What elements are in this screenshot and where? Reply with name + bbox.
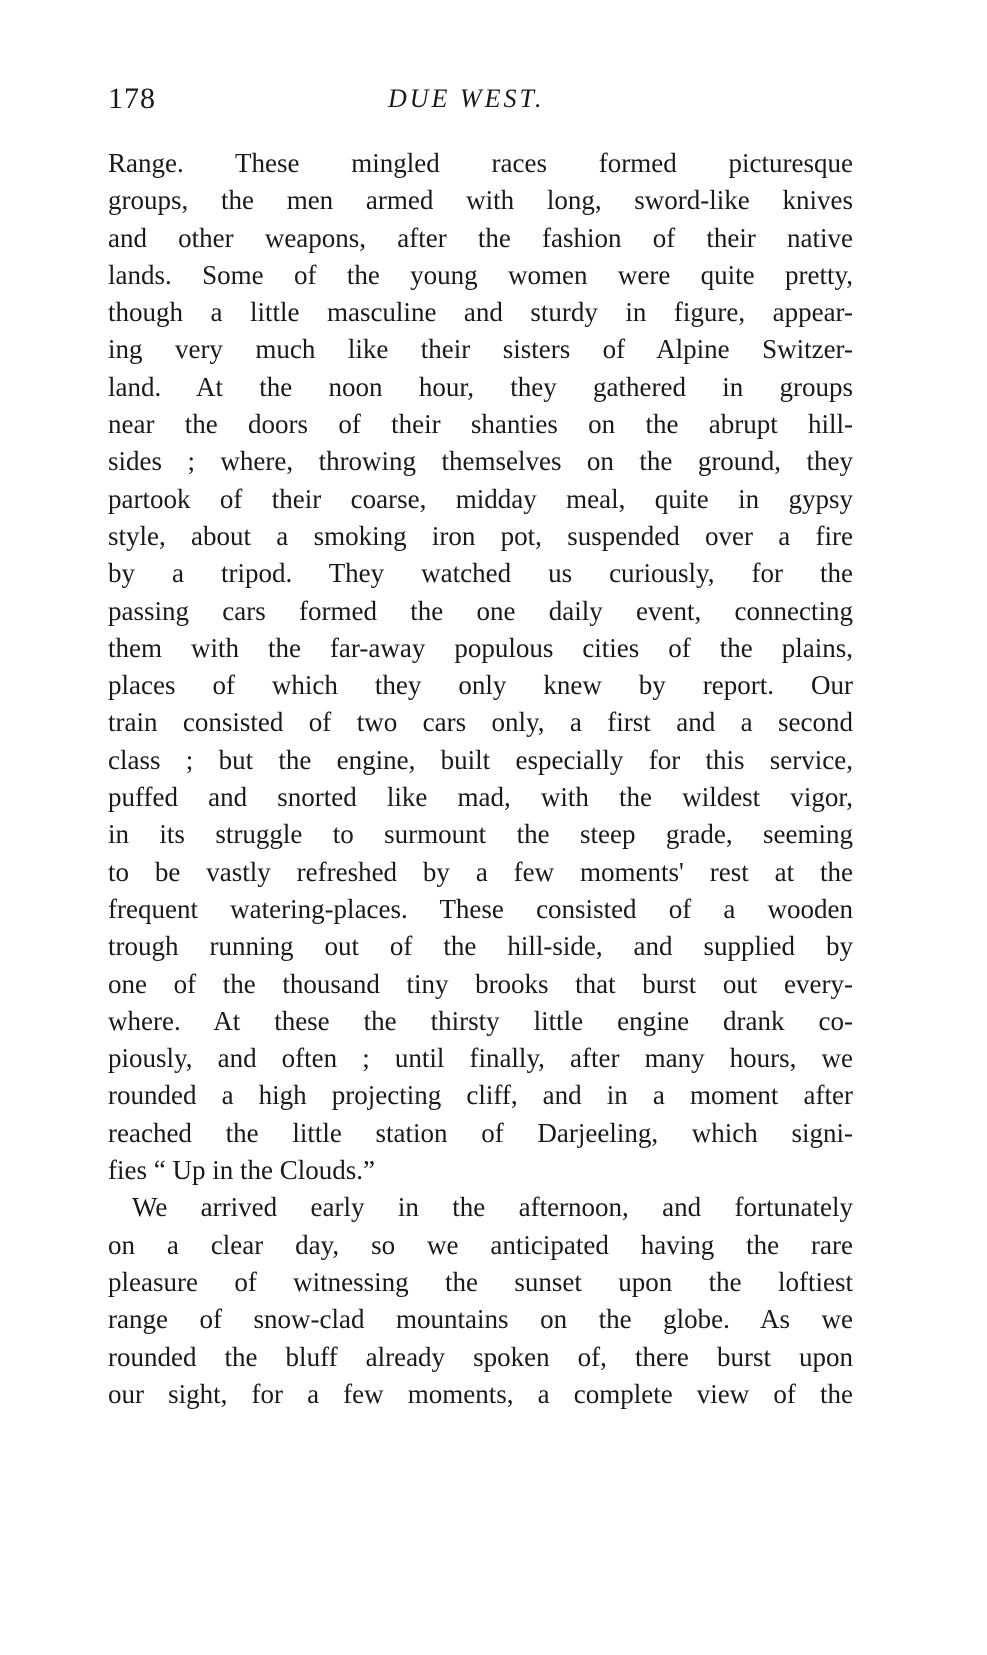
text-line: to be vastly refreshed by a few moments' rest at the: [108, 856, 853, 887]
text-line: lands. Some of the young women were quite pretty,: [108, 259, 853, 290]
text-line: groups, the men armed with long, sword-like knives: [108, 185, 853, 216]
text-line: class ; but the engine, built especially for this service,: [108, 744, 853, 775]
text-line: passing cars formed the one daily event, connecting: [108, 595, 853, 626]
text-line: them with the far-away populous cities of the plains,: [108, 632, 853, 663]
text-line: rounded the bluff already spoken of, there burst upon: [108, 1341, 853, 1372]
text-line: and other weapons, after the fashion of their native: [108, 222, 853, 253]
text-line: ing very much like their sisters of Alpine Switzer-: [108, 334, 853, 365]
text-line: piously, and often ; until finally, after many hours, we: [108, 1043, 853, 1074]
text-line: our sight, for a few moments, a complete view of the: [108, 1378, 853, 1409]
text-line: one of the thousand tiny brooks that burst out every-: [108, 968, 853, 999]
text-line: style, about a smoking iron pot, suspended over a fire: [108, 520, 853, 551]
text-line: partook of their coarse, midday meal, quite in gypsy: [108, 483, 853, 514]
page-number: 178: [108, 82, 156, 115]
text-line: places of which they only knew by report. Our: [108, 670, 853, 701]
text-line: land. At the noon hour, they gathered in groups: [108, 371, 853, 402]
body-text: [108, 145, 853, 1413]
page-header: [108, 82, 853, 122]
text-line: pleasure of witnessing the sunset upon the loftiest: [108, 1266, 853, 1297]
text-line: on a clear day, so we anticipated having the rare: [108, 1229, 853, 1260]
text-line: near the doors of their shanties on the abrupt hill-: [108, 409, 853, 440]
text-line: frequent watering-places. These consisted of a wooden: [108, 893, 853, 924]
text-line: rounded a high projecting cliff, and in a moment after: [108, 1080, 853, 1111]
text-line: trough running out of the hill-side, and supplied by: [108, 931, 853, 962]
text-line: puffed and snorted like mad, with the wildest vigor,: [108, 782, 853, 813]
paragraph-start-line: We arrived early in the afternoon, and fortunately: [132, 1192, 853, 1223]
text-line: though a little masculine and sturdy in figure, appear-: [108, 297, 853, 328]
text-line: by a tripod. They watched us curiously, for the: [108, 558, 853, 589]
text-line: where. At these the thirsty little engine drank co-: [108, 1005, 853, 1036]
text-line: sides ; where, throwing themselves on the ground, they: [108, 446, 853, 477]
text-line: Range. These mingled races formed picturesque: [108, 148, 853, 178]
text-line: train consisted of two cars only, a first and a second: [108, 707, 853, 738]
paragraph-end-line: fies “ Up in the Clouds.”: [108, 1155, 375, 1186]
running-title: DUE WEST.: [388, 84, 545, 113]
text-line: in its struggle to surmount the steep grade, seeming: [108, 819, 853, 850]
text-line: range of snow-clad mountains on the globe. As we: [108, 1304, 853, 1335]
text-line: reached the little station of Darjeeling, which signi-: [108, 1117, 853, 1148]
